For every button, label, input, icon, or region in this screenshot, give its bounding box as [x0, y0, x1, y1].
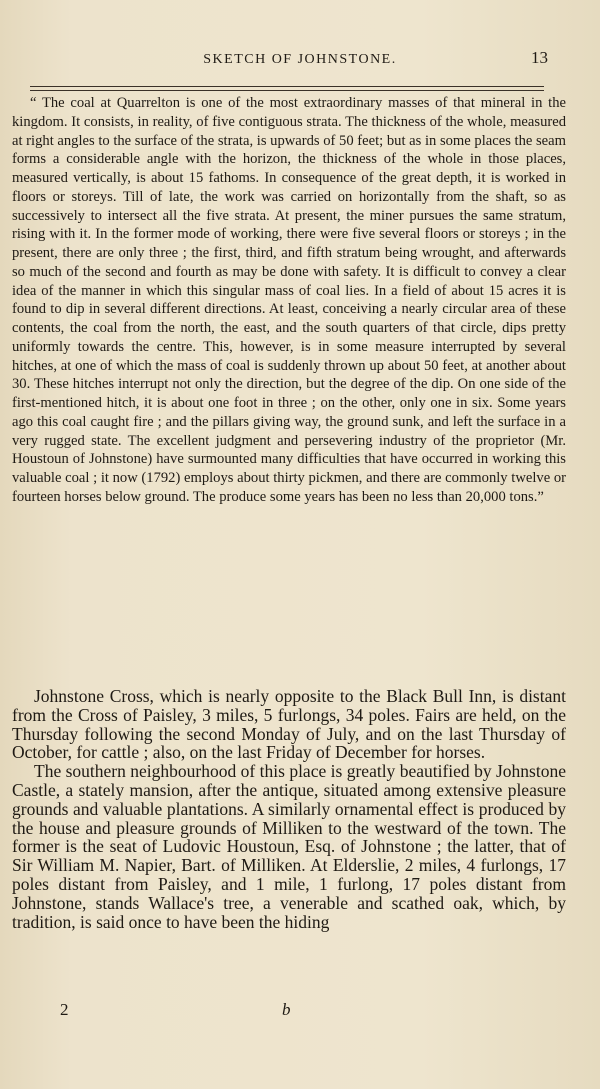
- paragraph-southern-neighbourhood: The southern neighbourhood of this place is greatly beautified by Johnstone Castle, a stately mansion, after the antique, situated among extensive pleasure grounds and valuable plantations. A similarly ornamental effect is produced by the house and pleasure grounds of Milliken to the westward of the town. The former is the seat of Ludovic Houstoun, Esq. of Johnstone ; the latter, that of Sir William M. Napier, Bart. of Milliken. At Elderslie, 2 miles, 4 furlongs, 17 poles distant from Paisley, and 1 mile, 1 furlong, 17 poles distant from Johnstone, stands Wallace's tree, a venerable and scathed oak, which, by tradition, is said once to have been the hiding: [12, 761, 566, 932]
- page-footer: [0, 1000, 600, 1024]
- header-rule: [30, 86, 544, 91]
- signature-number: 2: [60, 1000, 69, 1019]
- quoted-passage: “ The coal at Quarrelton is one of the most extraordinary masses of that mineral in the kingdom. It consists, in reality, of five contiguous strata. The thickness of the whole, measured at right angles to the surface of the strata, is upwards of 50 feet; but as in some places the seam forms a considerable angle with the horizon, the thickness of the whole in those places, measured vertically, is about 15 fathoms. In consequence of the great depth, it is worked in floors or storeys. Till of late, the work was carried on horizontally from the shaft, so as successively to intersect all the five strata. At present, the miner pursues the same stratum, rising with it. In the former mode of working, there were five several floors or storeys ; in the present, there are only three ; the first, third, and fifth stratum being wrought, and afterwards so much of the second and fourth as may be done with safety. It is difficult to convey a clear idea of the manner in which this singular mass of coal lies. In a field of about 15 acres it is found to dip in several different directions. At least, conceiving a nearly circular area of these contents, the coal from the north, the east, and the south quarters of that circle, dips pretty uniformly towards the centre. This, however, is in some measure interrupted by several hitches, at one of which the mass of coal is suddenly thrown up about 50 feet, at another about 30. These hitches interrupt not only the direction, but the degree of the dip. On one side of the first-mentioned hitch, it is about one foot in three ; on the other, only one in six. Some years ago this coal caught fire ; and the pillars giving way, the ground sunk, and left the surface in a very rugged state. The excellent judgment and persevering industry of the proprietor (Mr. Houstoun of Johnstone) have surmounted many difficulties that have occurred in working this valuable coal ; it now (1792) employs about thirty pickmen, and there are commonly twelve or fourteen horses below ground. The produce some years has been no less than 20,000 tons.”: [12, 95, 566, 505]
- paragraph-johnstone-cross: Johnstone Cross, which is nearly opposite to the Black Bull Inn, is distant from the Cross of Paisley, 3 miles, 5 furlongs, 34 poles. Fairs are held, on the Thursday following the second Monday of July, and on the last Thursday of October, for cattle ; also, on the last Friday of December for horses.: [12, 686, 566, 763]
- page-header: [0, 48, 600, 76]
- body-text: [12, 687, 566, 931]
- signature-letter: b: [282, 1000, 291, 1019]
- running-title: SKETCH OF JOHNSTONE.: [203, 52, 397, 67]
- page-number: 13: [531, 48, 548, 67]
